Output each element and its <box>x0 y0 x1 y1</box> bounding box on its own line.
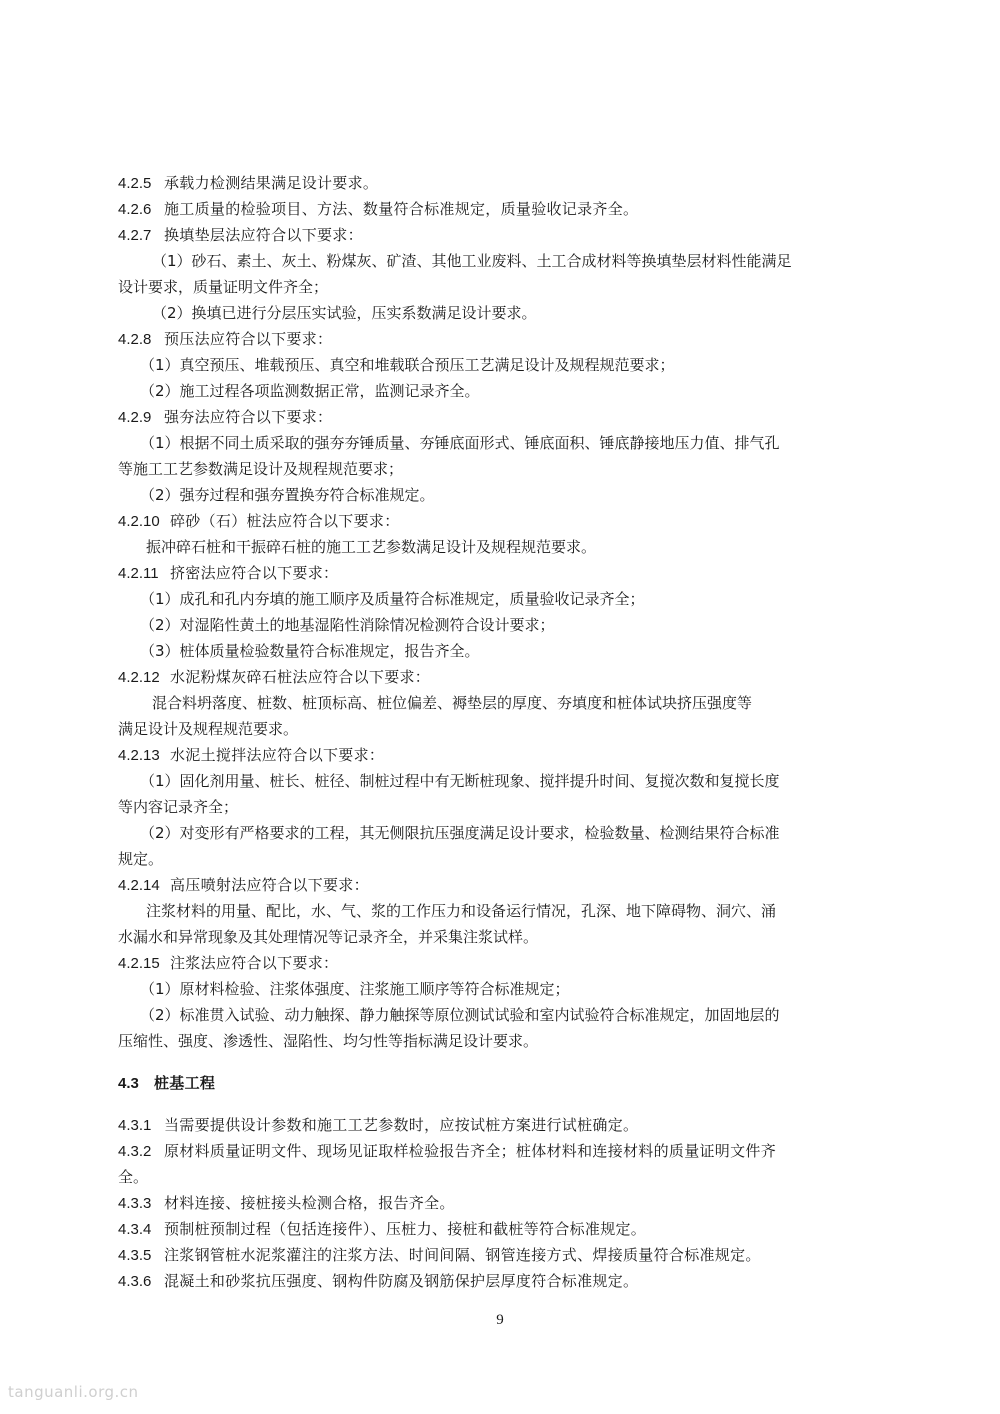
clause-4-3-2 <box>118 1138 908 1164</box>
clause-number: 4.3.4 <box>118 1221 152 1238</box>
clause-text: 材料连接、接桩接头检测合格，报告齐全。 <box>164 1194 455 1212</box>
clause-line: （1）真空预压、堆载预压、真空和堆载联合预压工艺满足设计及规程规范要求； <box>140 356 675 374</box>
clause-number: 4.2.14 <box>118 877 160 894</box>
clause-number: 4.3.5 <box>118 1247 152 1264</box>
clause-text: 当需要提供设计参数和施工工艺参数时，应按试桩方案进行试桩确定。 <box>164 1116 639 1134</box>
clause-text: 强夯法应符合以下要求： <box>164 408 333 426</box>
clause-line: 压缩性、强度、渗透性、湿陷性、均匀性等指标满足设计要求。 <box>118 1032 539 1050</box>
clause-number: 4.2.13 <box>118 747 160 764</box>
clause-text: 换填垫层法应符合以下要求： <box>164 226 363 244</box>
clause-line: （2）标准贯入试验、动力触探、静力触探等原位测试试验和室内试验符合标准规定，加固地层的 <box>140 1006 780 1024</box>
clause-4-2-10 <box>118 508 908 534</box>
clause-4-2-8 <box>118 326 908 352</box>
clause-number: 4.2.8 <box>118 331 152 348</box>
clause-4-3-5 <box>118 1242 908 1268</box>
clause-line: 水漏水和异常现象及其处理情况等记录齐全，并采集注浆试样。 <box>118 928 539 946</box>
clause-text: 原材料质量证明文件、现场见证取样检验报告齐全；桩体材料和连接材料的质量证明文件齐 <box>164 1142 777 1160</box>
clause-number: 4.3.2 <box>118 1143 152 1160</box>
clause-line: （2）对湿陷性黄土的地基湿陷性消除情况检测符合设计要求； <box>140 616 555 634</box>
clause-number: 4.2.15 <box>118 955 160 972</box>
clause-line: （1）成孔和孔内夯填的施工顺序及质量符合标准规定，质量验收记录齐全； <box>140 590 645 608</box>
clause-line: 注浆材料的用量、配比，水、气、浆的工作压力和设备运行情况，孔深、地下障碍物、洞穴、涌 <box>146 902 777 920</box>
page-number: 9 <box>496 1312 504 1328</box>
clause-line: 设计要求，质量证明文件齐全； <box>118 278 329 296</box>
clause-number: 4.2.5 <box>118 175 152 192</box>
clause-line: 混合料坍落度、桩数、桩顶标高、桩位偏差、褥垫层的厚度、夯填度和桩体试块挤压强度等 <box>152 694 753 712</box>
clause-number: 4.2.11 <box>118 565 159 582</box>
clause-text: 挤密法应符合以下要求： <box>170 564 339 582</box>
clause-line: 满足设计及规程规范要求。 <box>118 720 299 738</box>
clause-4-2-11 <box>118 560 908 586</box>
clause-text: 水泥土搅拌法应符合以下要求： <box>170 746 385 764</box>
clause-number: 4.3.6 <box>118 1273 152 1290</box>
clause-line: （2）强夯过程和强夯置换夯符合标准规定。 <box>140 486 435 504</box>
clause-4-2-15 <box>118 950 908 976</box>
clause-4-3-3 <box>118 1190 908 1216</box>
clause-4-2-5 <box>118 170 908 196</box>
watermark: tanguanli.org.cn <box>8 1383 139 1401</box>
clause-line: 振冲碎石桩和干振碎石桩的施工工艺参数满足设计及规程规范要求。 <box>146 538 597 556</box>
clause-line: （1）固化剂用量、桩长、桩径、制桩过程中有无断桩现象、搅拌提升时间、复搅次数和复搅长度 <box>140 772 780 790</box>
clause-4-3-6 <box>118 1268 908 1294</box>
section-title: 桩基工程 <box>154 1074 216 1092</box>
clause-text: 预压法应符合以下要求： <box>164 330 333 348</box>
clause-4-2-9 <box>118 404 908 430</box>
clause-4-2-7 <box>118 222 908 248</box>
clause-text: 水泥粉煤灰碎石桩法应符合以下要求： <box>170 668 431 686</box>
clause-line: （1）根据不同土质采取的强夯夯锤质量、夯锤底面形式、锤底面积、锤底静接地压力值、排气孔 <box>140 434 780 452</box>
clause-number: 4.3.1 <box>118 1117 152 1134</box>
clause-line: （2）对变形有严格要求的工程，其无侧限抗压强度满足设计要求，检验数量、检测结果符合标准 <box>140 824 780 842</box>
clause-4-3-4 <box>118 1216 908 1242</box>
clause-number: 4.2.12 <box>118 669 160 686</box>
clause-text: 碎砂（石）桩法应符合以下要求： <box>170 512 400 530</box>
clause-line: 等内容记录齐全； <box>118 798 239 816</box>
clause-line: （1）砂石、素土、灰土、粉煤灰、矿渣、其他工业废料、土工合成材料等换填垫层材料性能满足 <box>152 252 792 270</box>
clause-line: （1）原材料检验、注浆体强度、注浆施工顺序等符合标准规定； <box>140 980 570 998</box>
clause-number: 4.3.3 <box>118 1195 152 1212</box>
clause-line: 规定。 <box>118 850 164 868</box>
clause-number: 4.2.6 <box>118 201 152 218</box>
clause-line: （2）换填已进行分层压实试验，压实系数满足设计要求。 <box>152 304 537 322</box>
clause-4-2-14 <box>118 872 908 898</box>
clause-text: 高压喷射法应符合以下要求： <box>170 876 369 894</box>
clause-number: 4.2.10 <box>118 513 160 530</box>
clause-text: 承载力检测结果满足设计要求。 <box>164 174 379 192</box>
clause-line: 全。 <box>118 1168 149 1186</box>
clause-text: 注浆钢管桩水泥浆灌注的注浆方法、时间间隔、钢管连接方式、焊接质量符合标准规定。 <box>164 1246 761 1264</box>
clause-line: （3）桩体质量检验数量符合标准规定，报告齐全。 <box>140 642 480 660</box>
clause-text: 预制桩预制过程（包括连接件）、压桩力、接桩和截桩等符合标准规定。 <box>164 1220 647 1238</box>
clause-number: 4.2.9 <box>118 409 152 426</box>
section-heading-4-3 <box>118 1070 908 1096</box>
clause-4-3-1 <box>118 1112 908 1138</box>
clause-text: 注浆法应符合以下要求： <box>170 954 339 972</box>
clause-number: 4.2.7 <box>118 227 152 244</box>
clause-line: （2）施工过程各项监测数据正常，监测记录齐全。 <box>140 382 480 400</box>
clause-line: 等施工工艺参数满足设计及规程规范要求； <box>118 460 404 478</box>
clause-text: 施工质量的检验项目、方法、数量符合标准规定，质量验收记录齐全。 <box>164 200 639 218</box>
clause-text: 混凝土和砂浆抗压强度、钢构件防腐及钢筋保护层厚度符合标准规定。 <box>164 1272 639 1290</box>
section-number: 4.3 <box>118 1075 139 1092</box>
clause-4-2-13 <box>118 742 908 768</box>
clause-4-2-6 <box>118 196 908 222</box>
clause-4-2-12 <box>118 664 908 690</box>
